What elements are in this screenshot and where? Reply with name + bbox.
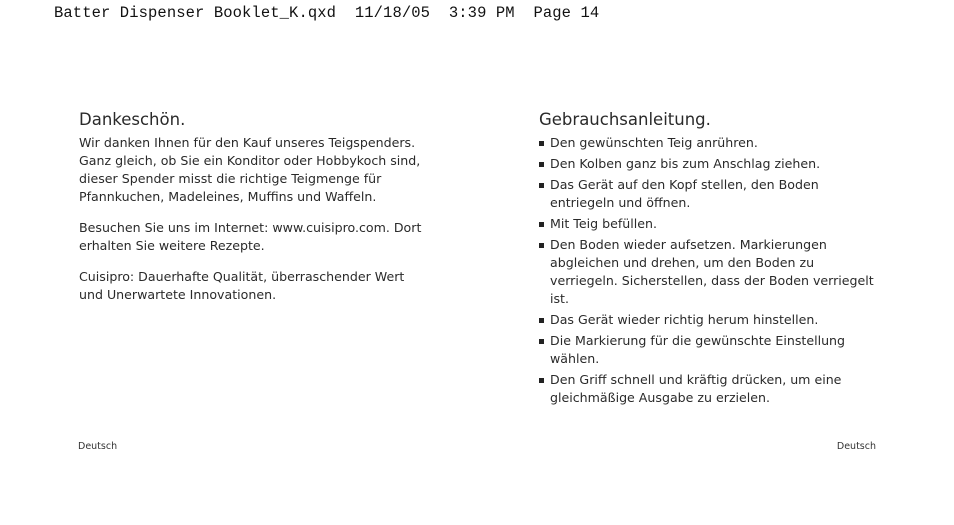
instruction-step: [539, 332, 884, 368]
instructions-list: [539, 134, 884, 407]
bullet-square-icon: [539, 162, 544, 167]
bullet-square-icon: [539, 339, 544, 344]
intro-paragraph: Wir danken Ihnen für den Kauf unseres Teigspenders. Ganz gleich, ob Sie ein Konditor oder Hobbykoch sind, dieser Spender misst die richtige Teigmenge für Pfannkuchen, Madeleines, Muffins und Waffeln.: [79, 135, 421, 204]
instructions-column: [539, 110, 884, 410]
instructions-heading: Gebrauchsanleitung.: [539, 110, 711, 129]
bullet-square-icon: [539, 378, 544, 383]
bullet-square-icon: [539, 141, 544, 146]
bullet-square-icon: [539, 183, 544, 188]
instruction-text: Das Gerät wieder richtig herum hinstellen.: [550, 312, 819, 327]
instruction-text: Mit Teig befüllen.: [550, 216, 657, 231]
slogan-paragraph: Cuisipro: Dauerhafte Qualität, überraschender Wert und Unerwartete Innovationen.: [79, 269, 405, 302]
instruction-text: Die Markierung für die gewünschte Einstellung wählen.: [550, 333, 846, 366]
intro-column: [79, 110, 424, 317]
bullet-square-icon: [539, 243, 544, 248]
footer-language-left: Deutsch: [78, 441, 118, 452]
slug-line: Batter Dispenser Booklet_K.qxd 11/18/05 3:39 PM Page 14: [54, 4, 600, 22]
instruction-step: [539, 236, 884, 308]
instruction-text: Den Griff schnell und kräftig drücken, um eine gleichmäßige Ausgabe zu erzielen.: [550, 372, 842, 405]
intro-heading: Dankeschön.: [79, 110, 186, 129]
instruction-step: [539, 134, 884, 152]
footer-language-right: Deutsch: [836, 441, 876, 452]
instruction-text: Den Boden wieder aufsetzen. Markierungen abgleichen und drehen, um den Boden zu verriegeln. Sicherstellen, dass der Boden verriegelt ist.: [550, 237, 874, 306]
instruction-text: Das Gerät auf den Kopf stellen, den Boden entriegeln und öffnen.: [550, 177, 819, 210]
website-paragraph: Besuchen Sie uns im Internet: www.cuisipro.com. Dort erhalten Sie weitere Rezepte.: [79, 220, 422, 253]
instruction-step: [539, 215, 884, 233]
instruction-text: Den Kolben ganz bis zum Anschlag ziehen.: [550, 156, 821, 171]
instruction-text: Den gewünschten Teig anrühren.: [550, 135, 758, 150]
instruction-step: [539, 311, 884, 329]
instruction-step: [539, 155, 884, 173]
instruction-step: [539, 371, 884, 407]
bullet-square-icon: [539, 318, 544, 323]
bullet-square-icon: [539, 222, 544, 227]
instruction-step: [539, 176, 884, 212]
